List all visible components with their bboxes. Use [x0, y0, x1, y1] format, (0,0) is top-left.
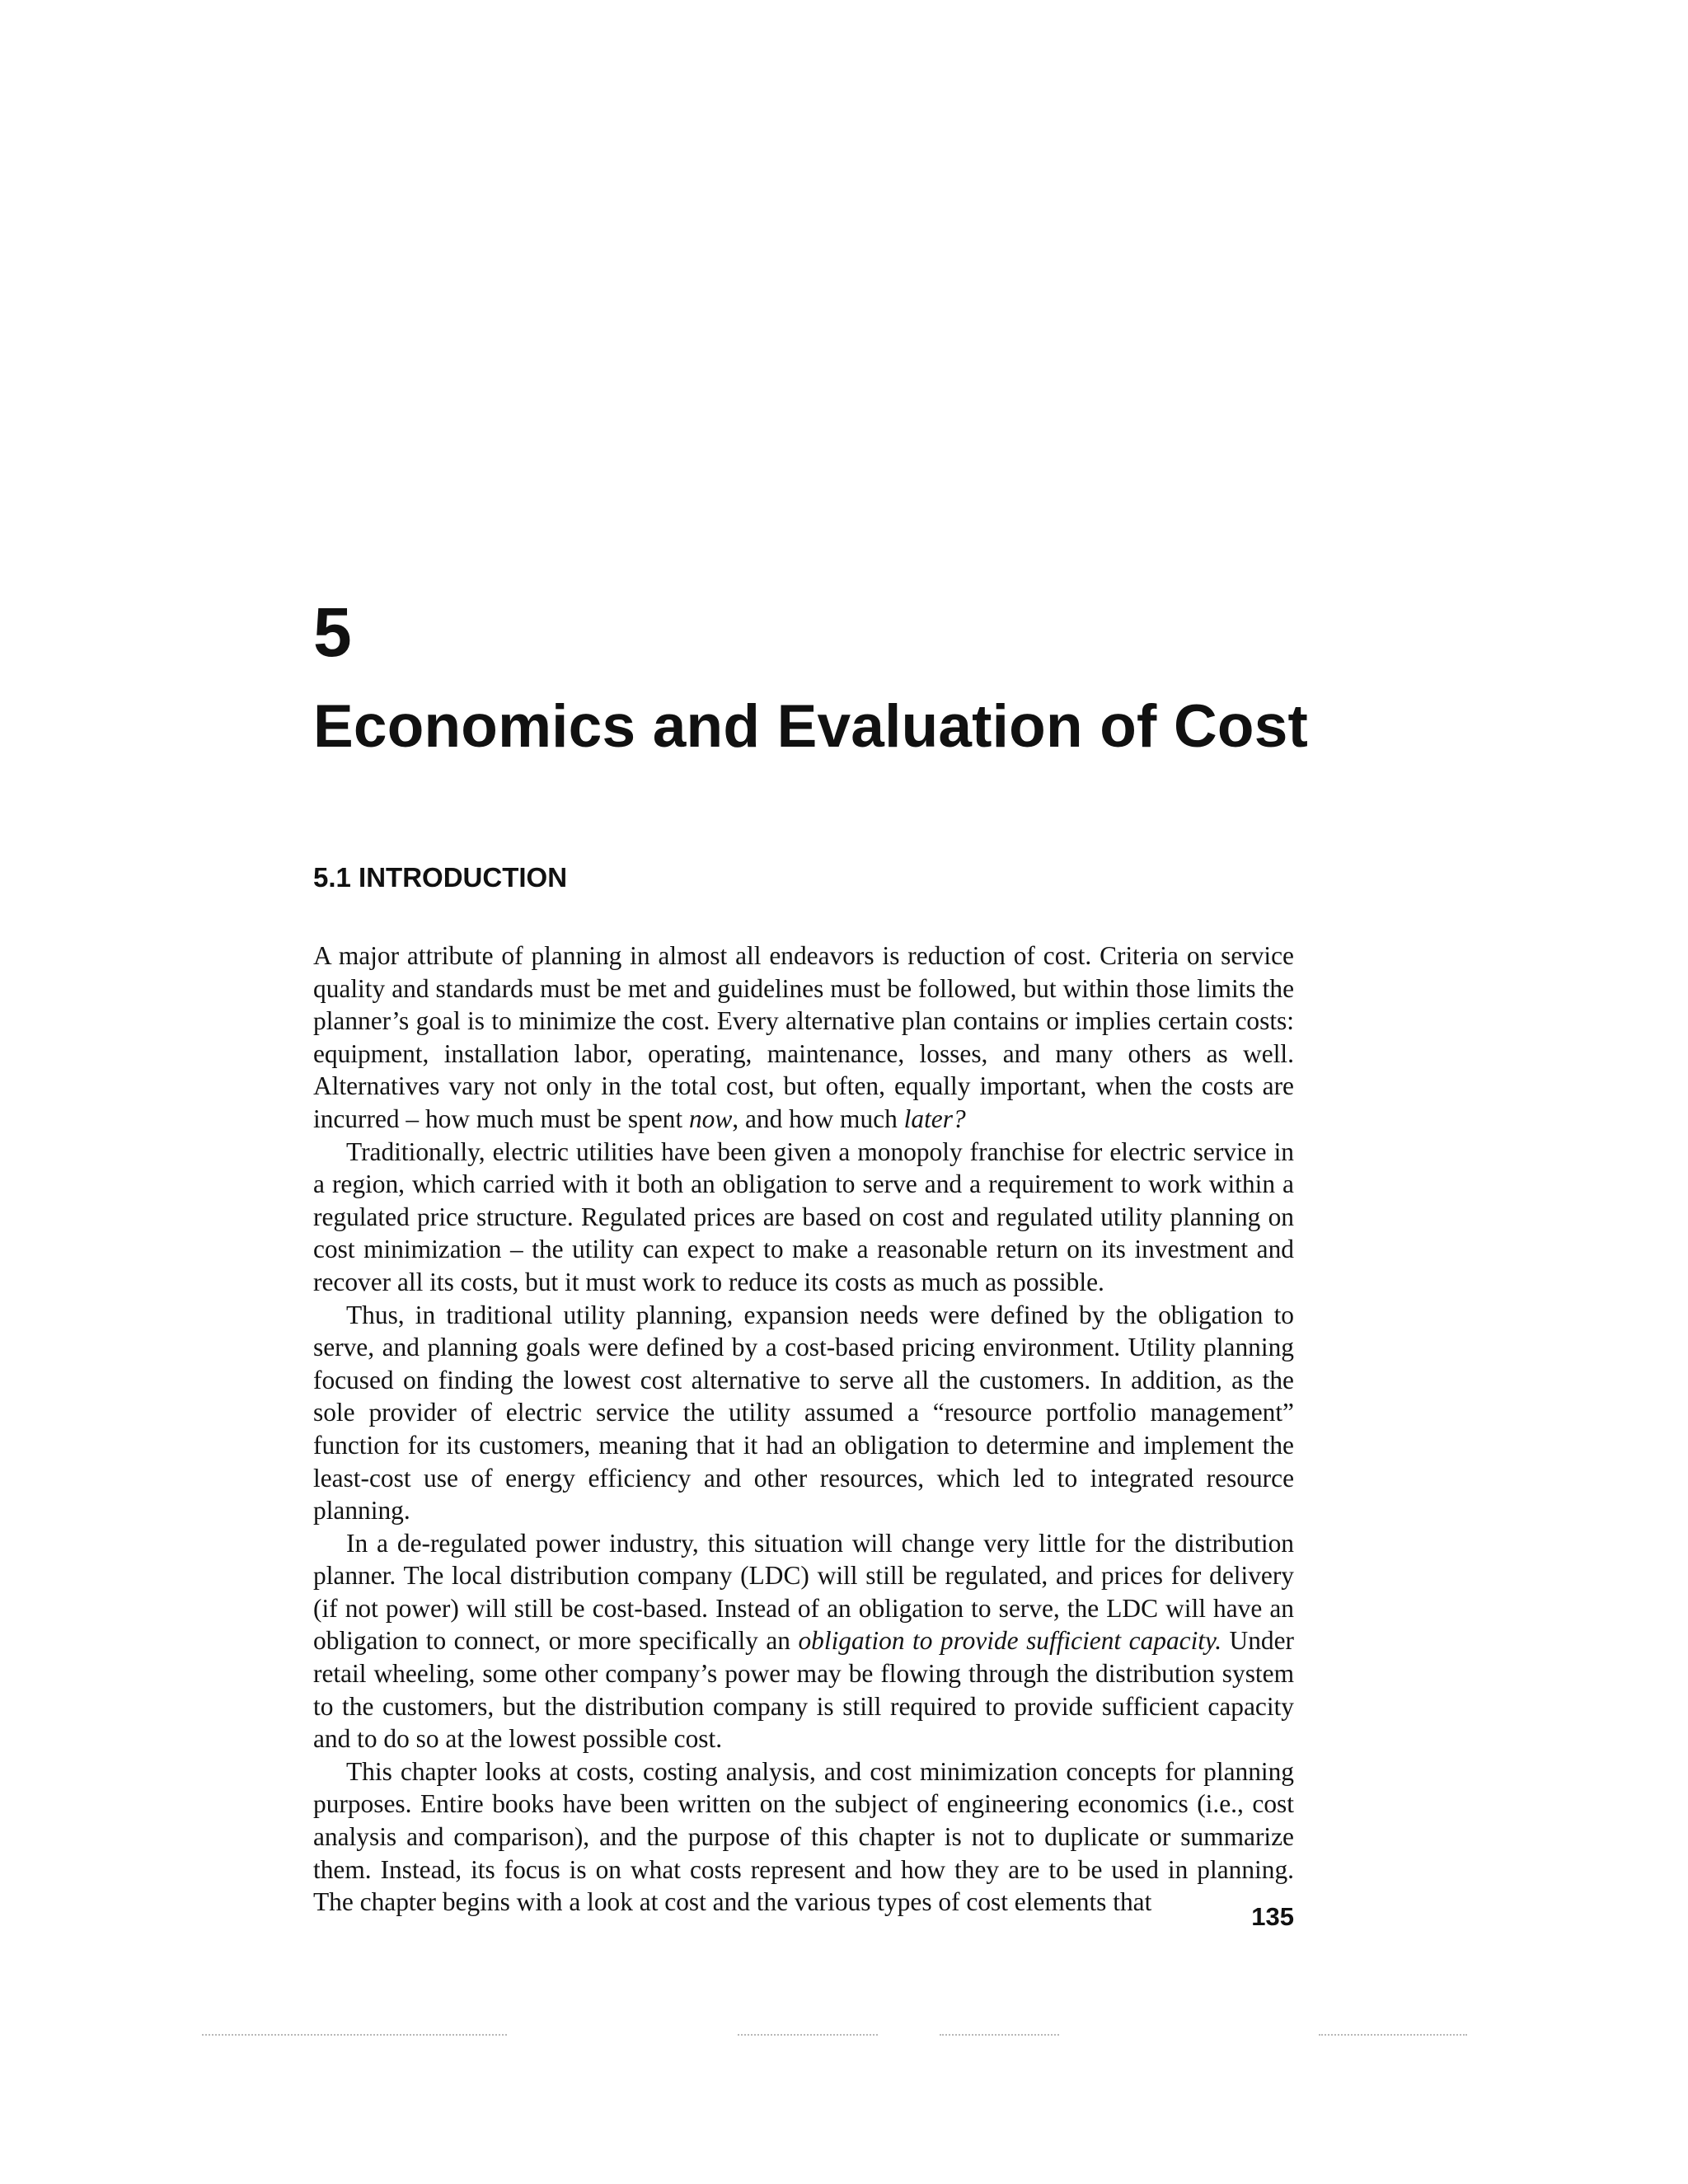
- emphasis-obligation: obligation to provide sufficient capacity.: [798, 1626, 1222, 1656]
- paragraph-1-text-b: , and how much: [732, 1104, 904, 1133]
- body-text: [313, 940, 1294, 1919]
- section-heading: 5.1 INTRODUCTION: [313, 862, 568, 893]
- paragraph-4: [313, 1527, 1294, 1755]
- paragraph-4-text-b: Under retail wheeling, some other company’s power may be flowing through the distribution system to the customers, but the distribution company is still required to provide sufficient capacity and to do so at the lowest possible cost.: [313, 1626, 1294, 1754]
- paragraph-4-text-a: In a de-regulated power industry, this situation will change very little for the distribution planner. The local distribution company (LDC) will still be regulated, and prices for delivery (if not power) will still be cost-based. Instead of an obligation to serve, the LDC will have an obligation to connect, or more specifically an: [313, 1528, 1294, 1656]
- emphasis-later: later?: [903, 1104, 966, 1133]
- paragraph-1-text-a: A major attribute of planning in almost all endeavors is reduction of cost. Criteria on service quality and standards must be met and guidelines must be followed, but within those limits the planner’s goal is to minimize the cost. Every alternative plan contains or implies certain costs: equipment, installation labor, operating, maintenance, losses, and many others as well. Alternatives vary not only in the total cost, but often, equally important, when the costs are incurred – how much must be spent: [313, 941, 1294, 1133]
- page-number: 135: [1251, 1902, 1294, 1931]
- scan-artifact-line: [202, 2034, 507, 2036]
- paragraph-1: [313, 940, 1294, 1136]
- chapter-number: 5: [313, 593, 352, 671]
- paragraph-2: Traditionally, electric utilities have been given a monopoly franchise for electric service in a region, which carried with it both an obligation to serve and a requirement to work within a regulated price structure. Regulated prices are based on cost and regulated utility planning on cost minimization – the utility can expect to make a reasonable return on its investment and recover all its costs, but it must work to reduce its costs as much as possible.: [313, 1137, 1294, 1296]
- paragraph-5: This chapter looks at costs, costing analysis, and cost minimization concepts for planning purposes. Entire books have been written on the subject of engineering economics (i.e., cost analysis and comparison), and the purpose of this chapter is not to duplicate or summarize them. Instead, its focus is on what costs represent and how they are to be used in planning. The chapter begins with a look at cost and the various types of cost elements that: [313, 1756, 1294, 1917]
- paragraph-3: Thus, in traditional utility planning, expansion needs were defined by the obligation to serve, and planning goals were defined by a cost-based pricing environment. Utility planning focused on finding the lowest cost alternative to serve all the customers. In addition, as the sole provider of electric service the utility assumed a “resource portfolio management” function for its customers, meaning that it had an obligation to determine and implement the least-cost use of energy efficiency and other resources, which led to integrated resource planning.: [313, 1300, 1294, 1526]
- chapter-title: Economics and Evaluation of Cost: [313, 693, 1309, 760]
- scan-artifact-line: [1319, 2034, 1467, 2036]
- scan-artifact-line: [940, 2034, 1059, 2036]
- scan-artifact-line: [738, 2034, 878, 2036]
- emphasis-now: now: [688, 1104, 733, 1133]
